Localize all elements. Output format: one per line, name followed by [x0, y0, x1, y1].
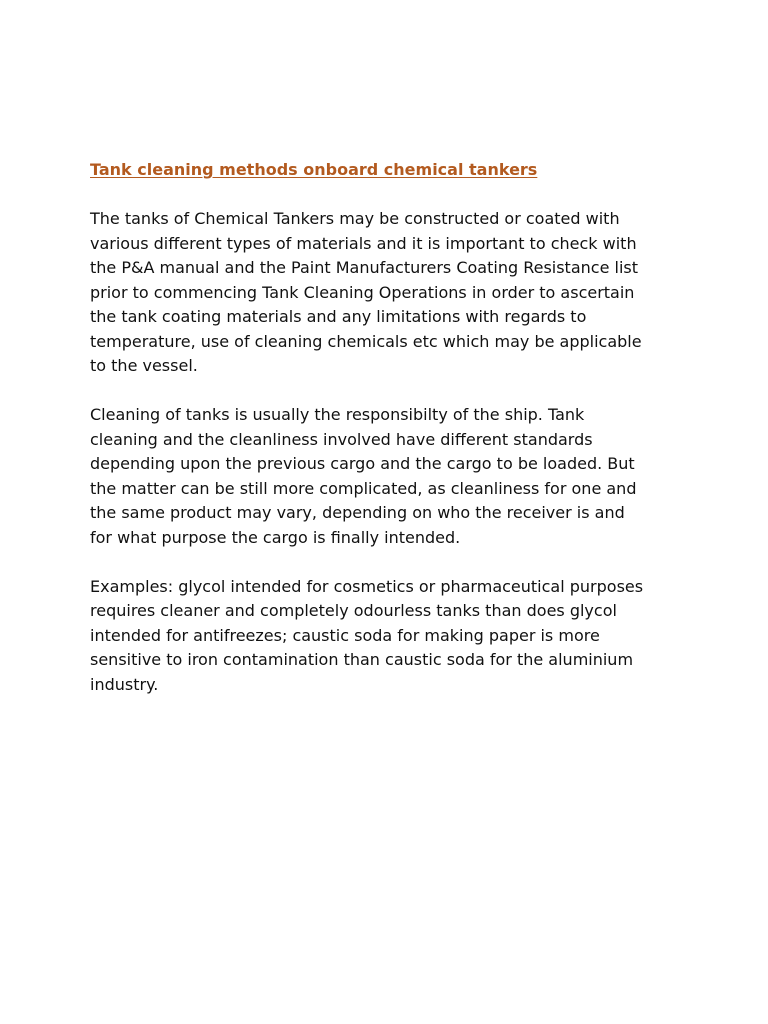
document-title: Tank cleaning methods onboard chemical tankers	[90, 160, 538, 179]
text-line: intended for antifreezes; caustic soda for making paper is more	[90, 625, 600, 645]
text-line: the tank coating materials and any limitations with regards to	[90, 307, 587, 326]
text-line: depending upon the previous cargo and the cargo to be loaded. But	[90, 454, 635, 473]
paragraph-coating-materials	[90, 207, 690, 379]
text-line: The tanks of Chemical Tankers may be constructed or coated with	[90, 209, 620, 228]
text-line: the matter can be still more complicated, as cleanliness for one and	[90, 478, 637, 498]
text-line: Cleaning of tanks is usually the responsibilty of the ship. Tank	[90, 405, 585, 424]
text-line: prior to commencing Tank Cleaning Operations in order to ascertain	[90, 282, 635, 302]
document-content	[90, 158, 690, 697]
text-line: the P&A manual and the Paint Manufacturers Coating Resistance list	[90, 258, 638, 277]
text-line: various different types of materials and it is important to check with	[90, 233, 637, 253]
text-line: for what purpose the cargo is finally intended.	[90, 527, 461, 547]
text-line: industry.	[90, 674, 159, 694]
text-line: Examples: glycol intended for cosmetics or pharmaceutical purposes	[90, 576, 644, 596]
text-line: sensitive to iron contamination than caustic soda for the aluminium	[90, 650, 634, 669]
text-line: requires cleaner and completely odourless tanks than does glycol	[90, 601, 617, 620]
text-line: cleaning and the cleanliness involved have different standards	[90, 429, 593, 449]
text-line: temperature, use of cleaning chemicals etc which may be applicable	[90, 331, 642, 351]
text-line: to the vessel.	[90, 356, 198, 375]
text-line: the same product may vary, depending on who the receiver is and	[90, 503, 625, 522]
paragraph-examples	[90, 575, 690, 698]
paragraph-cleaning-responsibility	[90, 403, 690, 550]
